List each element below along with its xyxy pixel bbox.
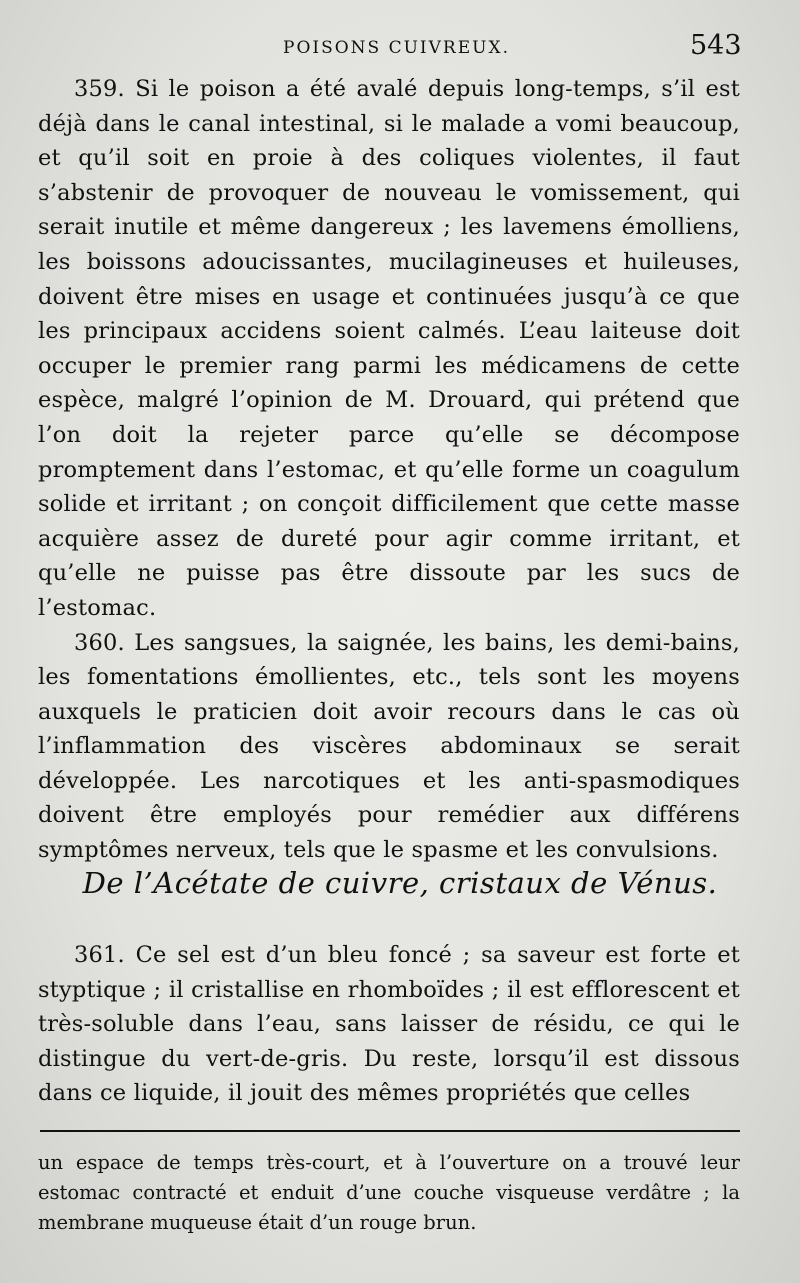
footnote-rule	[40, 1130, 740, 1132]
main-text	[38, 72, 740, 868]
page-number: 543	[690, 30, 742, 61]
paragraph-360: 360. Les sangsues, la saignée, les bains, les demi-bains, les fomentations émollientes, etc., tels sont les moyens auxquels le praticien doit avoir recours dans le cas où l’inflammation des viscères abdominaux se serait développée. Les narcotiques et les anti-spasmodiques doivent être employés pour remédier aux différens symptômes nerveux, tels que le spasme et les convulsions.	[38, 629, 740, 864]
section-title: De l’Acétate de cuivre, cristaux de Vénus.	[82, 866, 718, 900]
paragraph-361-block	[38, 938, 740, 1111]
page-header	[0, 30, 800, 70]
footnote: un espace de temps très-court, et à l’ouverture on a trouvé leur estomac contracté et enduit d’une couche visqueuse verdâtre ; la membrane muqueuse était d’un rouge brun.	[38, 1151, 740, 1234]
paragraph-359: 359. Si le poison a été avalé depuis long-temps, s’il est déjà dans le canal intestinal, si le malade a vomi beaucoup, et qu’il soit en proie à des coliques violentes, il faut s’abstenir de provoquer de nouveau le vomissement, qui serait inutile et même dangereux ; les lavemens émolliens, les boissons adoucissantes, mucilagineuses et huileuses, doivent être mises en usage et continuées jusqu’à ce que les principaux accidens soient calmés. L’eau laiteuse doit occuper le premier rang parmi les médicamens de cette espèce, malgré l’opinion de M. Drouard, qui prétend que l’on doit la rejeter parce qu’elle se décompose promptement dans l’estomac, et qu’elle forme un coagulum solide et irritant ; on conçoit difficilement que cette masse acquière assez de dureté pour agir comme irritant, et qu’elle ne puisse pas être dissoute par les sucs de l’estomac.	[38, 76, 740, 621]
running-head: POISONS CUIVREUX.	[283, 38, 510, 58]
paragraph-361: 361. Ce sel est d’un bleu foncé ; sa saveur est forte et styptique ; il cristallise en rhomboïdes ; il est efflorescent et très-soluble dans l’eau, sans laisser de résidu, ce qui le distingue du vert-de-gris. Du reste, lorsqu’il est dissous dans ce liquide, il jouit des mêmes propriétés que celles	[38, 942, 740, 1107]
